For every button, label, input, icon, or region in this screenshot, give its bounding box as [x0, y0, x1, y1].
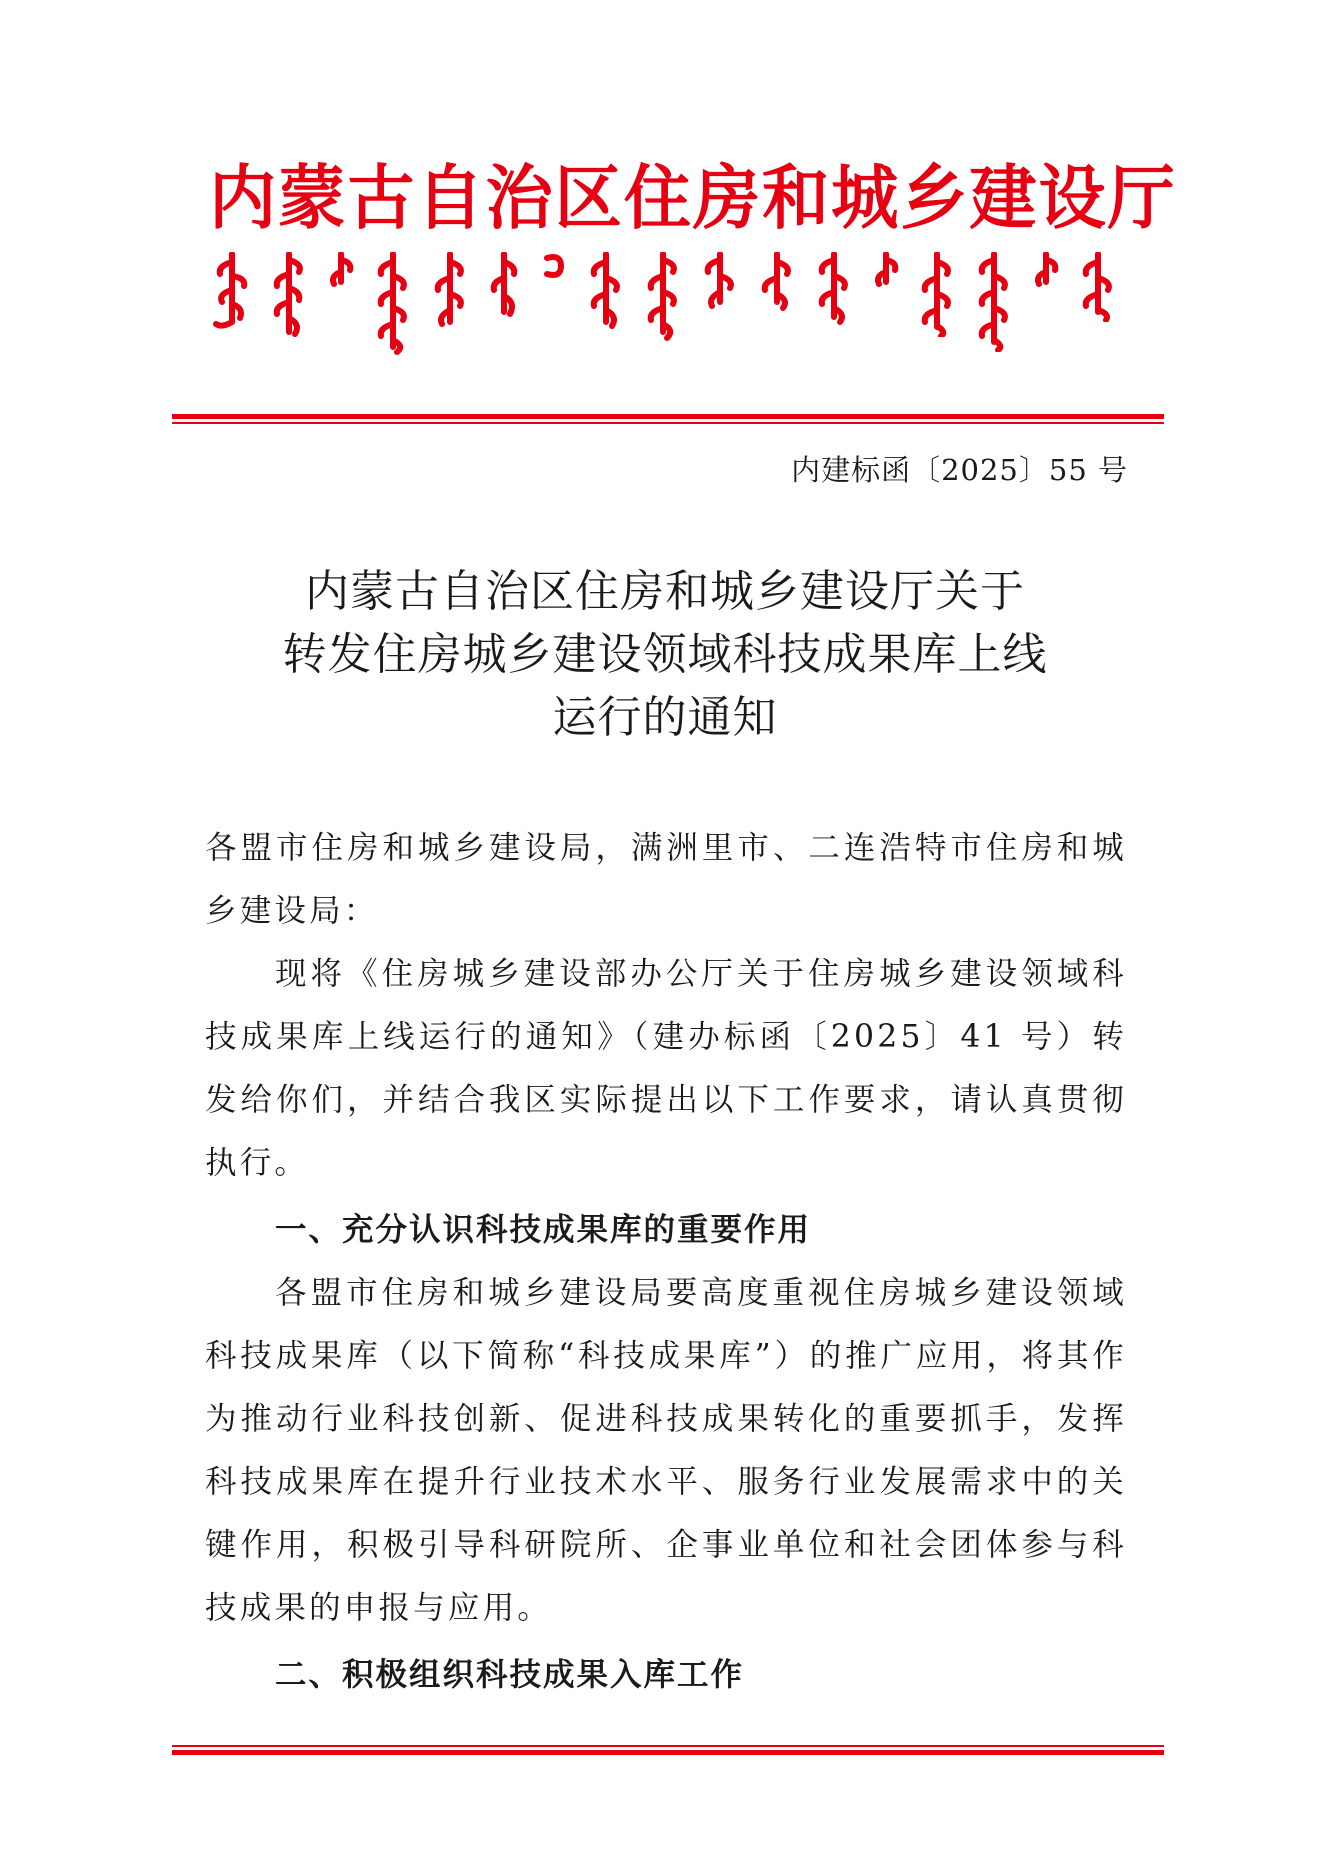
- title-line: 转发住房城乡建设领域科技成果库上线: [282, 629, 1048, 680]
- mongolian-word: [814, 252, 854, 327]
- footer-divider: [172, 1745, 1164, 1755]
- section-heading: 一、充分认识科技成果库的重要作用: [275, 1212, 812, 1248]
- org-name-chinese: 内蒙古自治区住房和城乡建设厅: [209, 157, 1177, 239]
- mongolian-word: [700, 252, 740, 312]
- title-line: 运行的通知: [552, 692, 778, 743]
- masthead: [190, 150, 1177, 362]
- divider-thick-line: [172, 414, 1164, 419]
- divider-thick-line: [172, 1750, 1164, 1755]
- mongolian-word: [326, 252, 356, 292]
- mongolian-word: [1031, 252, 1061, 292]
- mongolian-word: [539, 252, 569, 286]
- divider-thin-line: [172, 422, 1164, 424]
- title-line: 内蒙古自治区住房和城乡建设厅关于: [305, 566, 1025, 617]
- mongolian-word: [974, 252, 1014, 352]
- document-number: 内建标函〔2025〕55 号: [791, 453, 1128, 487]
- mongolian-word: [373, 252, 413, 357]
- mongolian-word: [586, 252, 626, 332]
- org-name-mongolian-script: [190, 252, 1140, 362]
- intro-paragraph: 现将《住房城乡建设部办公厅关于住房城乡建设领域科技成果库上线运行的通知》（建办标函〔2025〕41 号）转发给你们，并结合我区实际提出以下工作要求，请认真贯彻执行。: [205, 956, 1127, 1181]
- salutation: 各盟市住房和城乡建设局，满洲里市、二连浩特市住房和城乡建设局：: [205, 830, 1127, 929]
- mongolian-word: [430, 252, 470, 332]
- mongolian-word: [757, 252, 797, 312]
- masthead-divider: [172, 414, 1164, 424]
- mongolian-word: [212, 252, 252, 332]
- mongolian-word: [917, 252, 957, 337]
- document-title: [190, 560, 1140, 749]
- document-body: [205, 817, 1127, 1707]
- section-paragraph: 各盟市住房和城乡建设局要高度重视住房城乡建设领域科技成果库（以下简称“科技成果库”）的推广应用，将其作为推动行业科技创新、促进科技成果转化的重要抓手，发挥科技成果库在提升行业技术水平、服务行业发展需求中的关键作用，积极引导科研院所、企事业单位和社会团体参与科技成果的申报与应用。: [205, 1275, 1127, 1626]
- mongolian-word: [269, 252, 309, 342]
- mongolian-word: [643, 252, 683, 342]
- mongolian-word: [1078, 252, 1118, 322]
- divider-thin-line: [172, 1745, 1164, 1747]
- section-heading: 二、积极组织科技成果入库工作: [275, 1657, 745, 1693]
- mongolian-word: [486, 252, 522, 322]
- mongolian-word: [871, 252, 901, 292]
